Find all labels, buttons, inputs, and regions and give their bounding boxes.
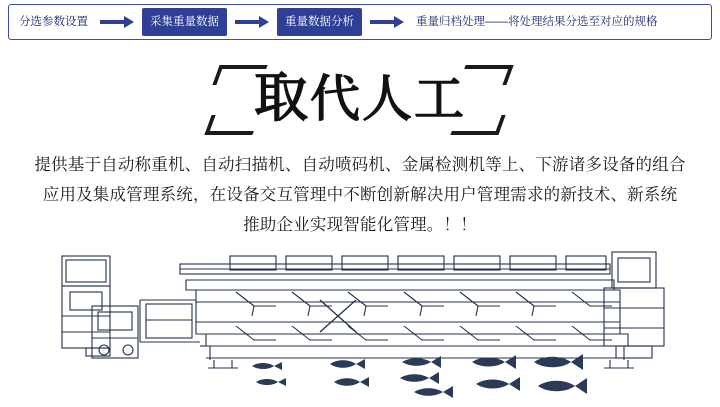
page-title	[248, 66, 472, 129]
description-line-2: 应用及集成管理系统，在设备交互管理中不断创新解决用户管理需求的新技术、新系统	[42, 185, 678, 204]
bracket-top-left-icon	[212, 65, 267, 85]
size-group-1	[252, 362, 286, 386]
process-flow-bar	[8, 4, 712, 40]
sorting-line-diagram	[0, 246, 720, 407]
headline-wrapper	[0, 62, 720, 134]
description-line-1: 提供基于自动称重机、自动扫描机、自动喷码机、金属检测机等上、下游诸多设备的组合	[34, 155, 686, 174]
description-paragraph	[28, 150, 692, 240]
right-arrow-icon-3	[370, 16, 404, 28]
flow-step-2: 采集重量数据	[142, 8, 227, 36]
size-group-4	[472, 355, 520, 391]
right-arrow-icon-2	[235, 16, 269, 28]
right-arrow-icon	[100, 16, 134, 28]
machine-illustration	[0, 246, 720, 407]
size-group-2	[330, 359, 369, 387]
headline-rest: 代人工	[310, 70, 466, 128]
description-line-3: 推助企业实现智能化管理。！！	[243, 215, 477, 234]
size-group-3	[400, 356, 453, 398]
flow-step-1: 分选参数设置	[19, 16, 88, 28]
fish-group-row	[252, 354, 587, 398]
flow-step-4: 重量归档处理——将处理结果分选至对应的规格	[416, 16, 658, 28]
headline-lead-char: 取	[254, 66, 310, 129]
bracket-bottom-right-icon	[450, 115, 505, 135]
size-group-5	[534, 354, 587, 394]
bracket-top-right-icon	[458, 65, 513, 85]
flow-step-3: 重量数据分析	[277, 8, 362, 36]
bracket-bottom-left-icon	[204, 115, 259, 135]
